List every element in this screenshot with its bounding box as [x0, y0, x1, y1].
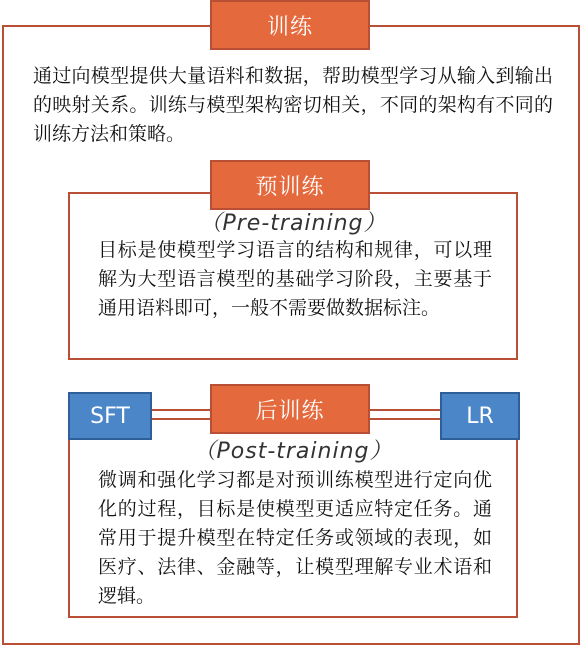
posttraining-description: 微调和强化学习都是对预训练模型进行定向优化的过程，目标是使模型更适应特定任务。通常用于提升模型在特定任务或领域的表现，如医疗、法律、金融等，让模型理解专业术语和逻辑。 [98, 469, 492, 607]
training-description: 通过向模型提供大量语料和数据，帮助模型学习从输入到输出的映射关系。训练与模型架构密切相关，不同的架构有不同的训练方法和策略。 [33, 65, 553, 145]
pretraining-tag: 预训练 [210, 160, 370, 210]
lr-tag: LR [440, 392, 520, 440]
posttraining-subtitle: （Post-training） [193, 439, 393, 464]
pretraining-subtitle: （Pre-training） [199, 211, 387, 236]
posttraining-tag: 后训练 [210, 384, 370, 434]
sft-tag: SFT [68, 392, 152, 440]
training-tag: 训练 [210, 0, 370, 50]
pretraining-description: 目标是使模型学习语言的结构和规律，可以理解为大型语言模型的基础学习阶段，主要基于通用语料即可，一般不需要做数据标注。 [98, 239, 492, 319]
